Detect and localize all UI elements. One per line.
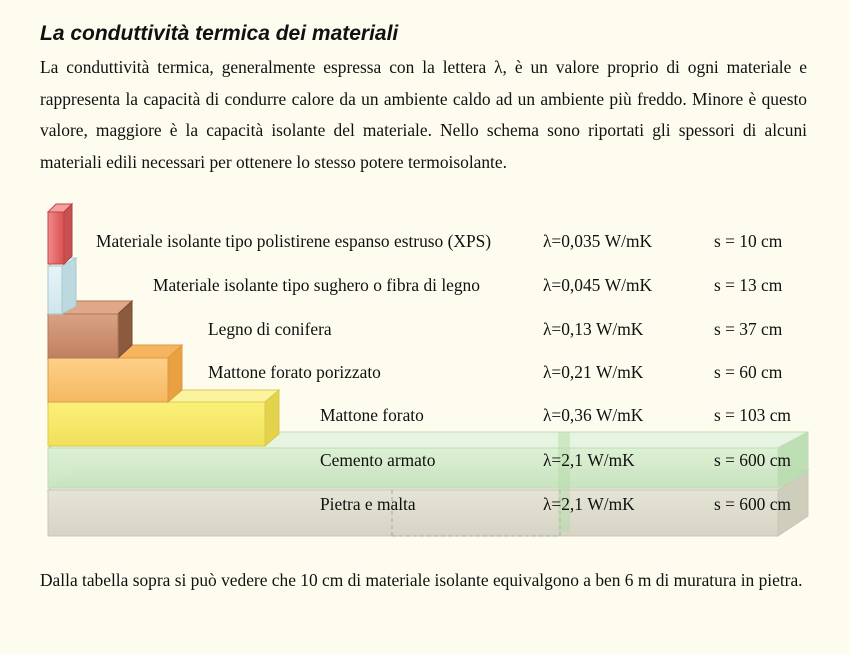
conclusion-paragraph: Dalla tabella sopra si può vedere che 10 cm di materiale isolante equivalgono a ben 6 m di muratura in pietra.: [40, 570, 803, 590]
lambda-value: λ=0,21 W/mK: [543, 362, 644, 382]
thickness-value: s = 37 cm: [714, 319, 783, 339]
lambda-value: λ=0,36 W/mK: [543, 405, 644, 425]
thickness-value: s = 60 cm: [714, 362, 783, 382]
material-name: Materiale isolante tipo sughero o fibra di legno: [153, 275, 480, 295]
thickness-value: s = 13 cm: [714, 275, 783, 295]
lambda-value: λ=0,045 W/mK: [543, 275, 653, 295]
material-name: Mattone forato porizzato: [208, 362, 381, 382]
lambda-value: λ=2,1 W/mK: [543, 494, 635, 514]
material-name: Cemento armato: [320, 450, 436, 470]
thickness-value: s = 600 cm: [714, 450, 791, 470]
page-title: La conduttività termica dei materiali: [40, 22, 399, 45]
intro-paragraph: La conduttività termica, generalmente espressa con la lettera λ, è un valore proprio di ogni materiale e rappresenta la capacità di condurre calore da un ambiente caldo ad un ambiente più freddo. Minore è questo valore, maggiore è la capacità isolante del materiale. Nello schema sono riportati gli spessori di alcuni materiali edili necessari per ottenere lo stesso potere termoisolante.: [40, 57, 807, 172]
material-name: Legno di conifera: [208, 319, 332, 339]
lambda-value: λ=0,035 W/mK: [543, 231, 653, 251]
material-name: Mattone forato: [320, 405, 424, 425]
material-name: Pietra e malta: [320, 494, 416, 514]
block-sughero: [48, 258, 76, 314]
material-name: Materiale isolante tipo polistirene espanso estruso (XPS): [96, 231, 492, 251]
thickness-value: s = 10 cm: [714, 231, 783, 251]
block-xps: [48, 204, 72, 264]
thickness-value: s = 600 cm: [714, 494, 791, 514]
lambda-value: λ=0,13 W/mK: [543, 319, 644, 339]
thickness-value: s = 103 cm: [714, 405, 791, 425]
lambda-value: λ=2,1 W/mK: [543, 450, 635, 470]
